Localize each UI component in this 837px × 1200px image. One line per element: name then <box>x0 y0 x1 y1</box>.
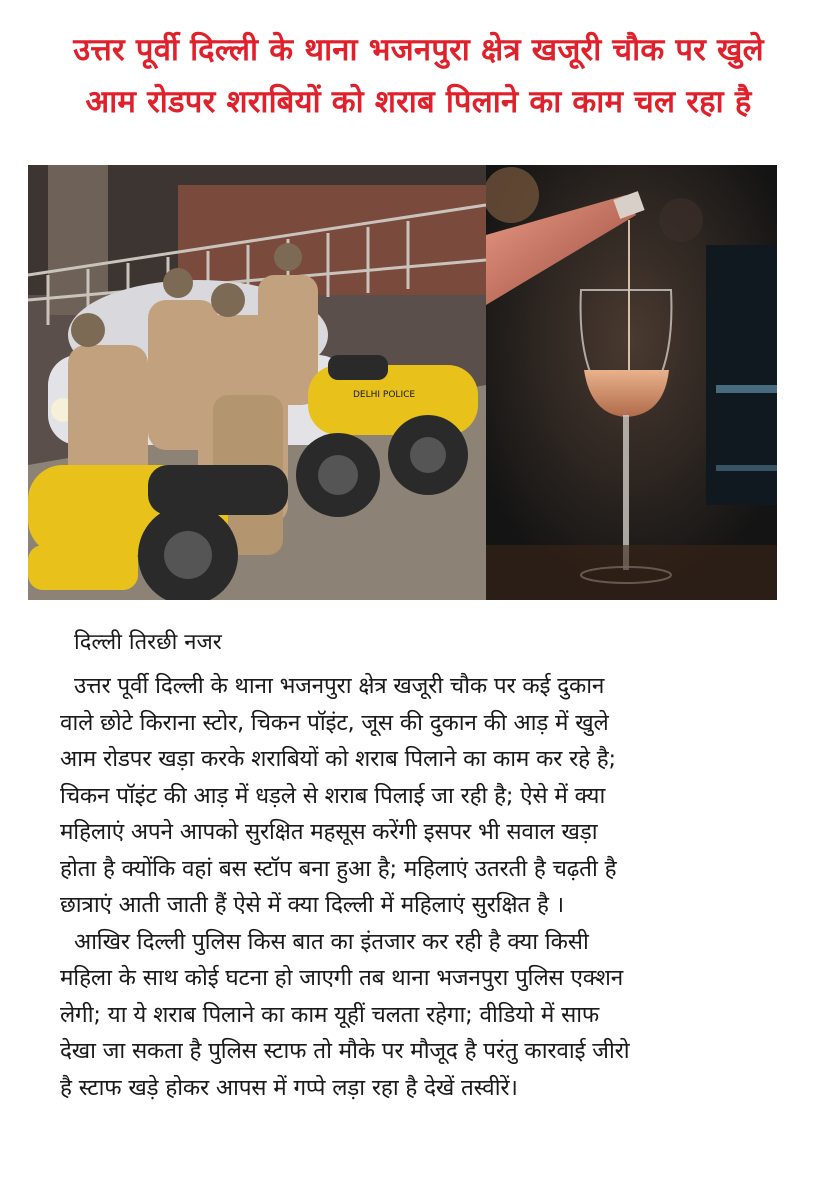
article-line: आम रोडपर खड़ा करके शराबियों को शराब पिलाने का काम कर रहे है; <box>60 746 616 772</box>
dateline: दिल्ली तिरछी नजर <box>74 630 222 655</box>
article-line: चिकन पॉइंट की आड़ में धड़ले से शराब पिलाई जा रही है; ऐसे में क्या <box>60 782 606 809</box>
article-line: होता है क्योंकि वहां बस स्टॉप बना हुआ है; महिलाएं उतरती है चढ़ती है <box>60 855 617 882</box>
police-officers-with-motorcycles-photo <box>28 165 486 600</box>
article-line: महिला के साथ कोई घटना हो जाएगी तब थाना भजनपुरा पुलिस एक्शन <box>60 965 624 991</box>
wine-glass-pouring-photo <box>486 165 777 600</box>
article-body <box>60 668 780 1106</box>
headline-line-1: उत्तर पूर्वी दिल्ली के थाना भजनपुरा क्षेत्र खजूरी चौक पर खुले <box>73 32 764 68</box>
article-line: लेगी; या ये शराब पिलाने का काम यूहीं चलता रहेगा; वीडियो में साफ <box>60 1001 600 1028</box>
article-line: छात्राएं आती जाती हैं ऐसे में क्या दिल्ली में महिलाएं सुरक्षित है । <box>60 892 564 918</box>
bike-label: DELHI POLICE <box>353 390 416 400</box>
article-line: उत्तर पूर्वी दिल्ली के थाना भजनपुरा क्षेत्र खजूरी चौक पर कई दुकान <box>74 673 605 699</box>
article-line: देखा जा सकता है पुलिस स्टाफ तो मौके पर मौजूद है परंतु कारवाई जीरो <box>60 1038 630 1064</box>
article-line: है स्टाफ खड़े होकर आपस में गप्पे लड़ा रहा है देखें तस्वीरें। <box>60 1074 518 1101</box>
photo-collage <box>28 165 777 600</box>
headline-line-2: आम रोडपर शराबियों को शराब पिलाने का काम चल रहा है <box>85 84 752 120</box>
article-line: आखिर दिल्ली पुलिस किस बात का इंतजार कर रही है क्या किसी <box>74 928 589 955</box>
article-line: महिलाएं अपने आपको सुरक्षित महसूस करेंगी इसपर भी सवाल खड़ा <box>60 819 598 845</box>
headline <box>20 24 817 128</box>
article-line: वाले छोटे किराना स्टोर, चिकन पॉइंट, जूस की दुकान की आड़ में खुले <box>60 709 609 736</box>
